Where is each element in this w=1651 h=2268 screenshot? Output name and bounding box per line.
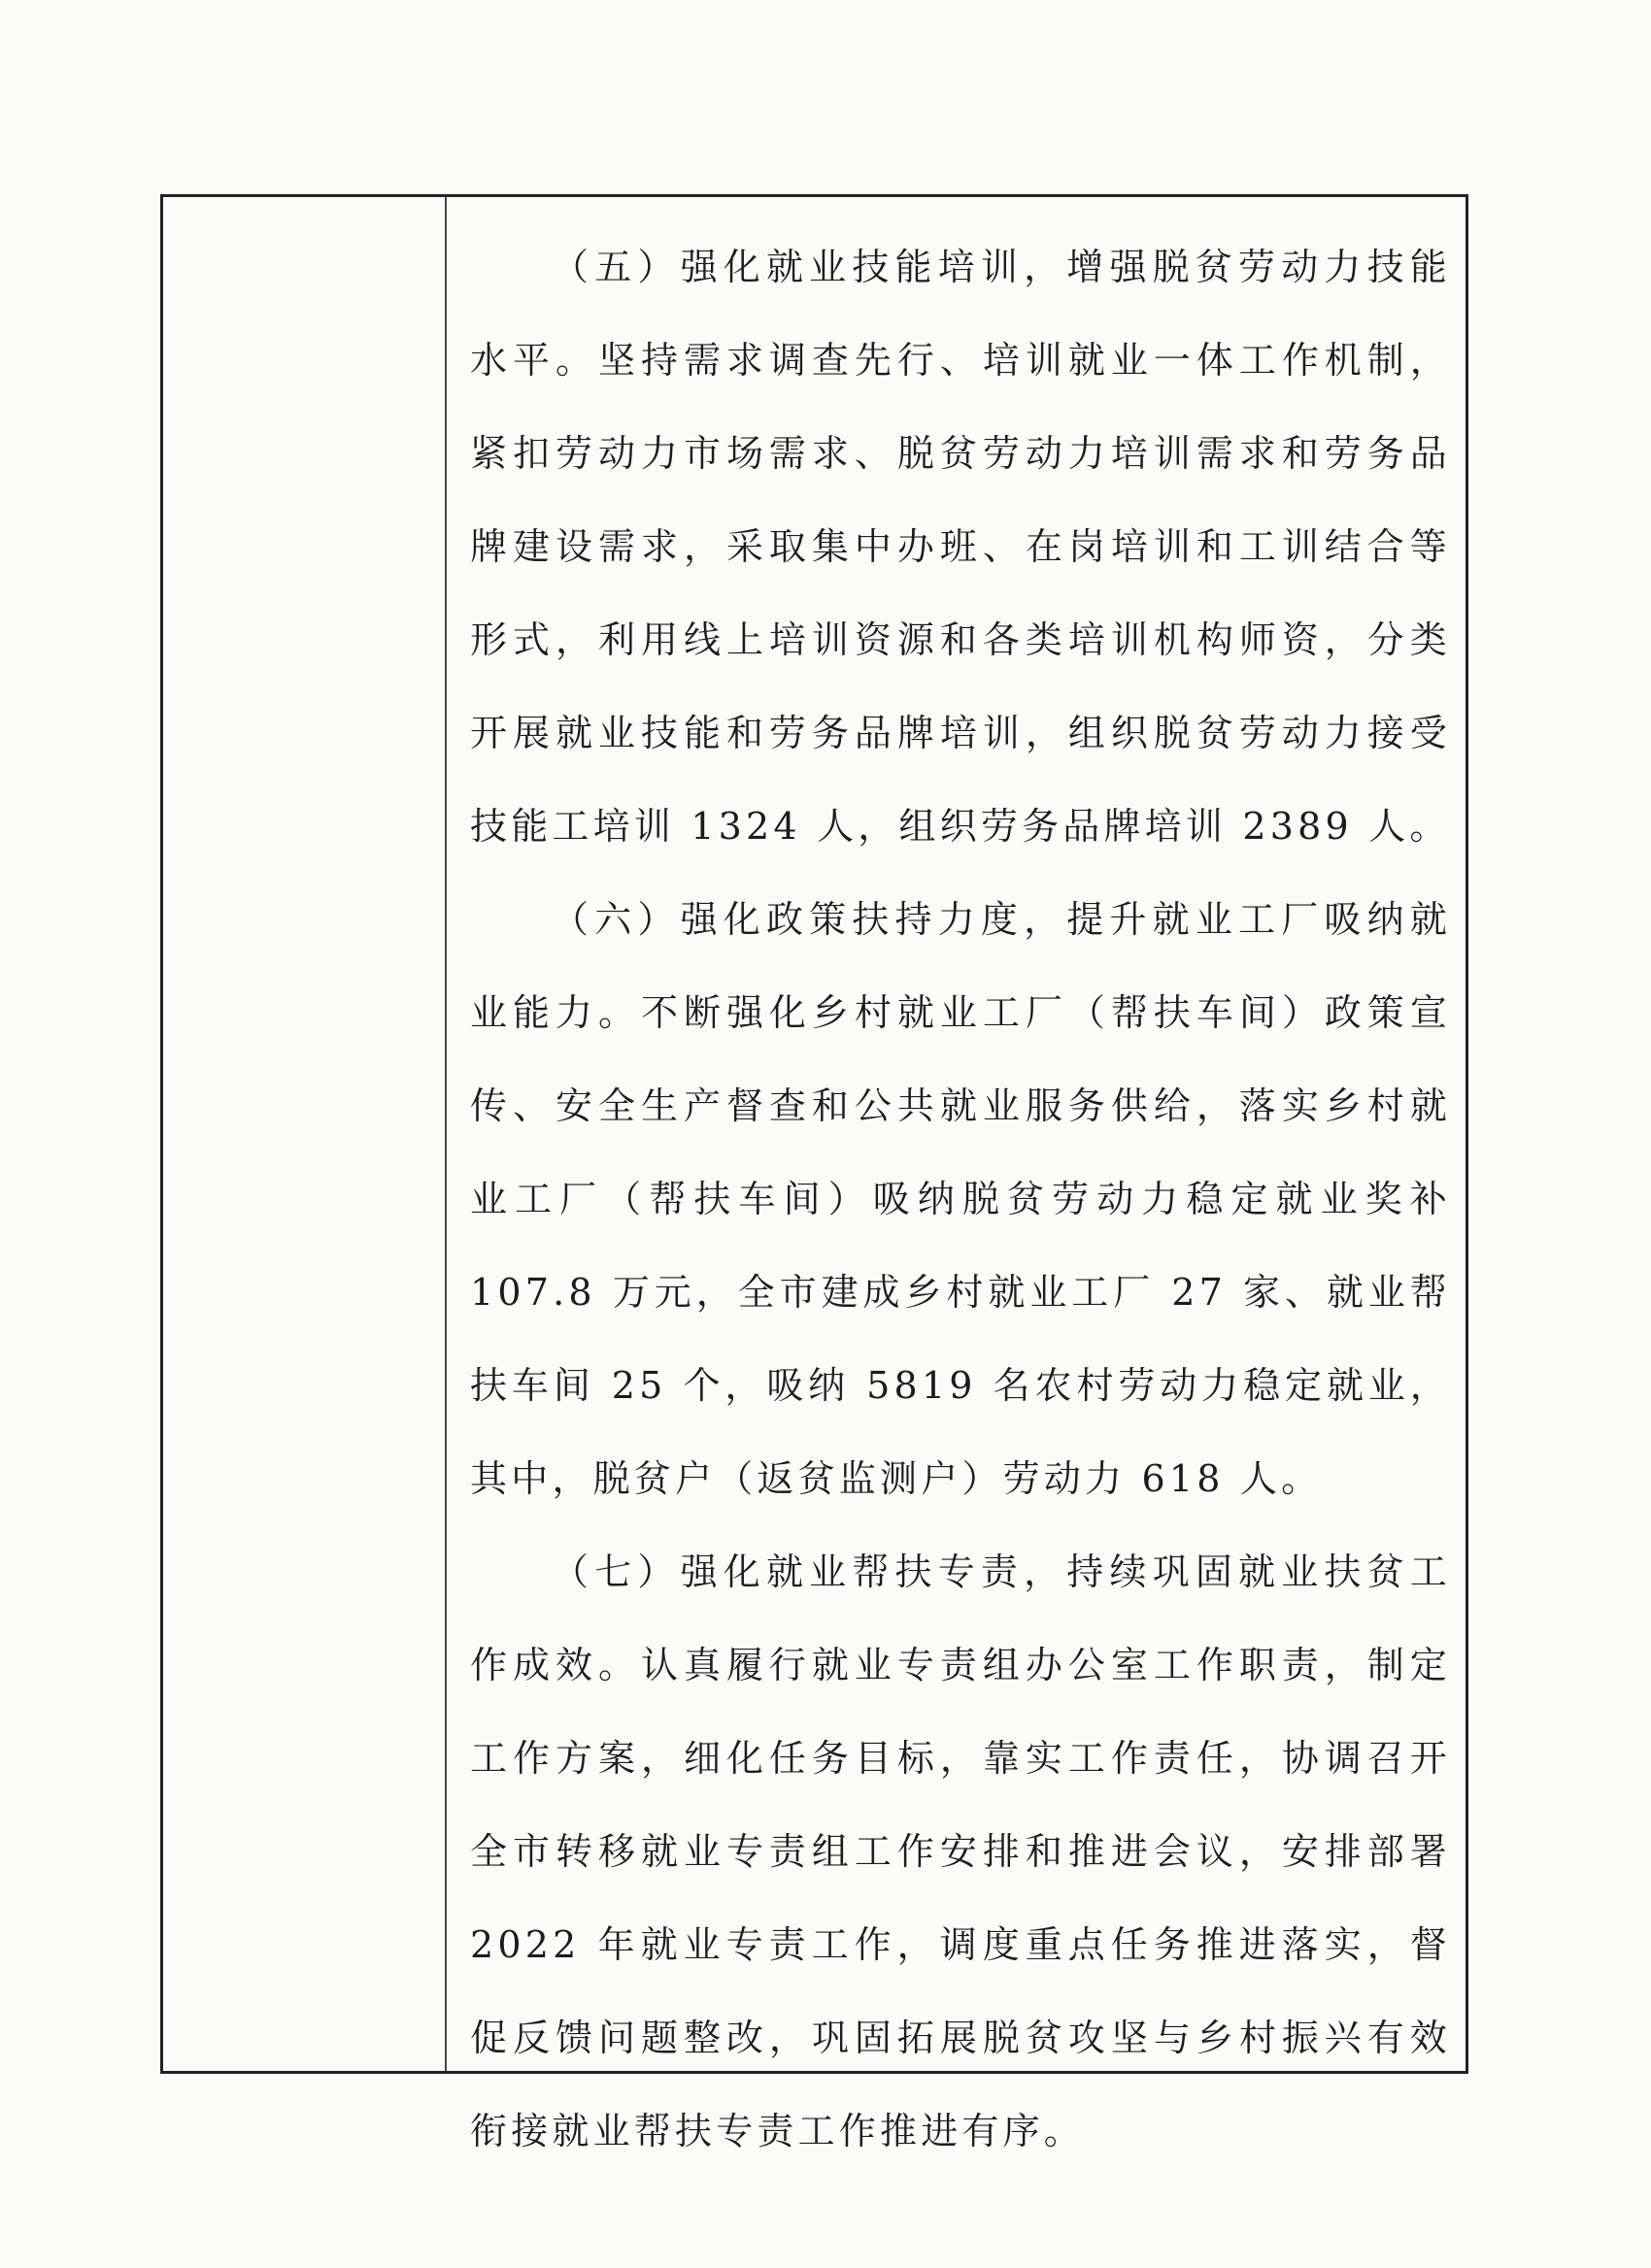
column-divider xyxy=(445,197,447,2071)
content-cell xyxy=(470,220,1451,2178)
paragraph-7: （七）强化就业帮扶专责，持续巩固就业扶贫工作成效。认真履行就业专责组办公室工作职责，制定工作方案，细化任务目标，靠实工作责任，协调召开全市转移就业专责组工作安排和推进会议，安排部署2022 年就业专责工作，调度重点任务推进落实，督促反馈问题整改，巩固拓展脱贫攻坚与乡村振兴有效衔接就业帮扶专责工作推进有序。 xyxy=(470,1551,1451,2152)
document-table xyxy=(160,194,1468,2152)
paragraph-5: （五）强化就业技能培训，增强脱贫劳动力技能水平。坚持需求调查先行、培训就业一体工作机制，紧扣劳动力市场需求、脱贫劳动力培训需求和劳务品牌建设需求，采取集中办班、在岗培训和工训结合等形式，利用线上培训资源和各类培训机构师资，分类开展就业技能和劳务品牌培训，组织脱贫劳动力接受技能工培训 1324 人，组织劳务品牌培训 2389 人。 xyxy=(470,246,1451,848)
paragraph-6: （六）强化政策扶持力度，提升就业工厂吸纳就业能力。不断强化乡村就业工厂（帮扶车间）政策宣传、安全生产督查和公共就业服务供给，落实乡村就业工厂（帮扶车间）吸纳脱贫劳动力稳定就业奖补107.8 万元，全市建成乡村就业工厂 27 家、就业帮扶车间 25 个，吸纳 5819 名农村劳动力稳定就业，其中，脱贫户（返贫监测户）劳动力 618 人。 xyxy=(470,898,1451,1500)
